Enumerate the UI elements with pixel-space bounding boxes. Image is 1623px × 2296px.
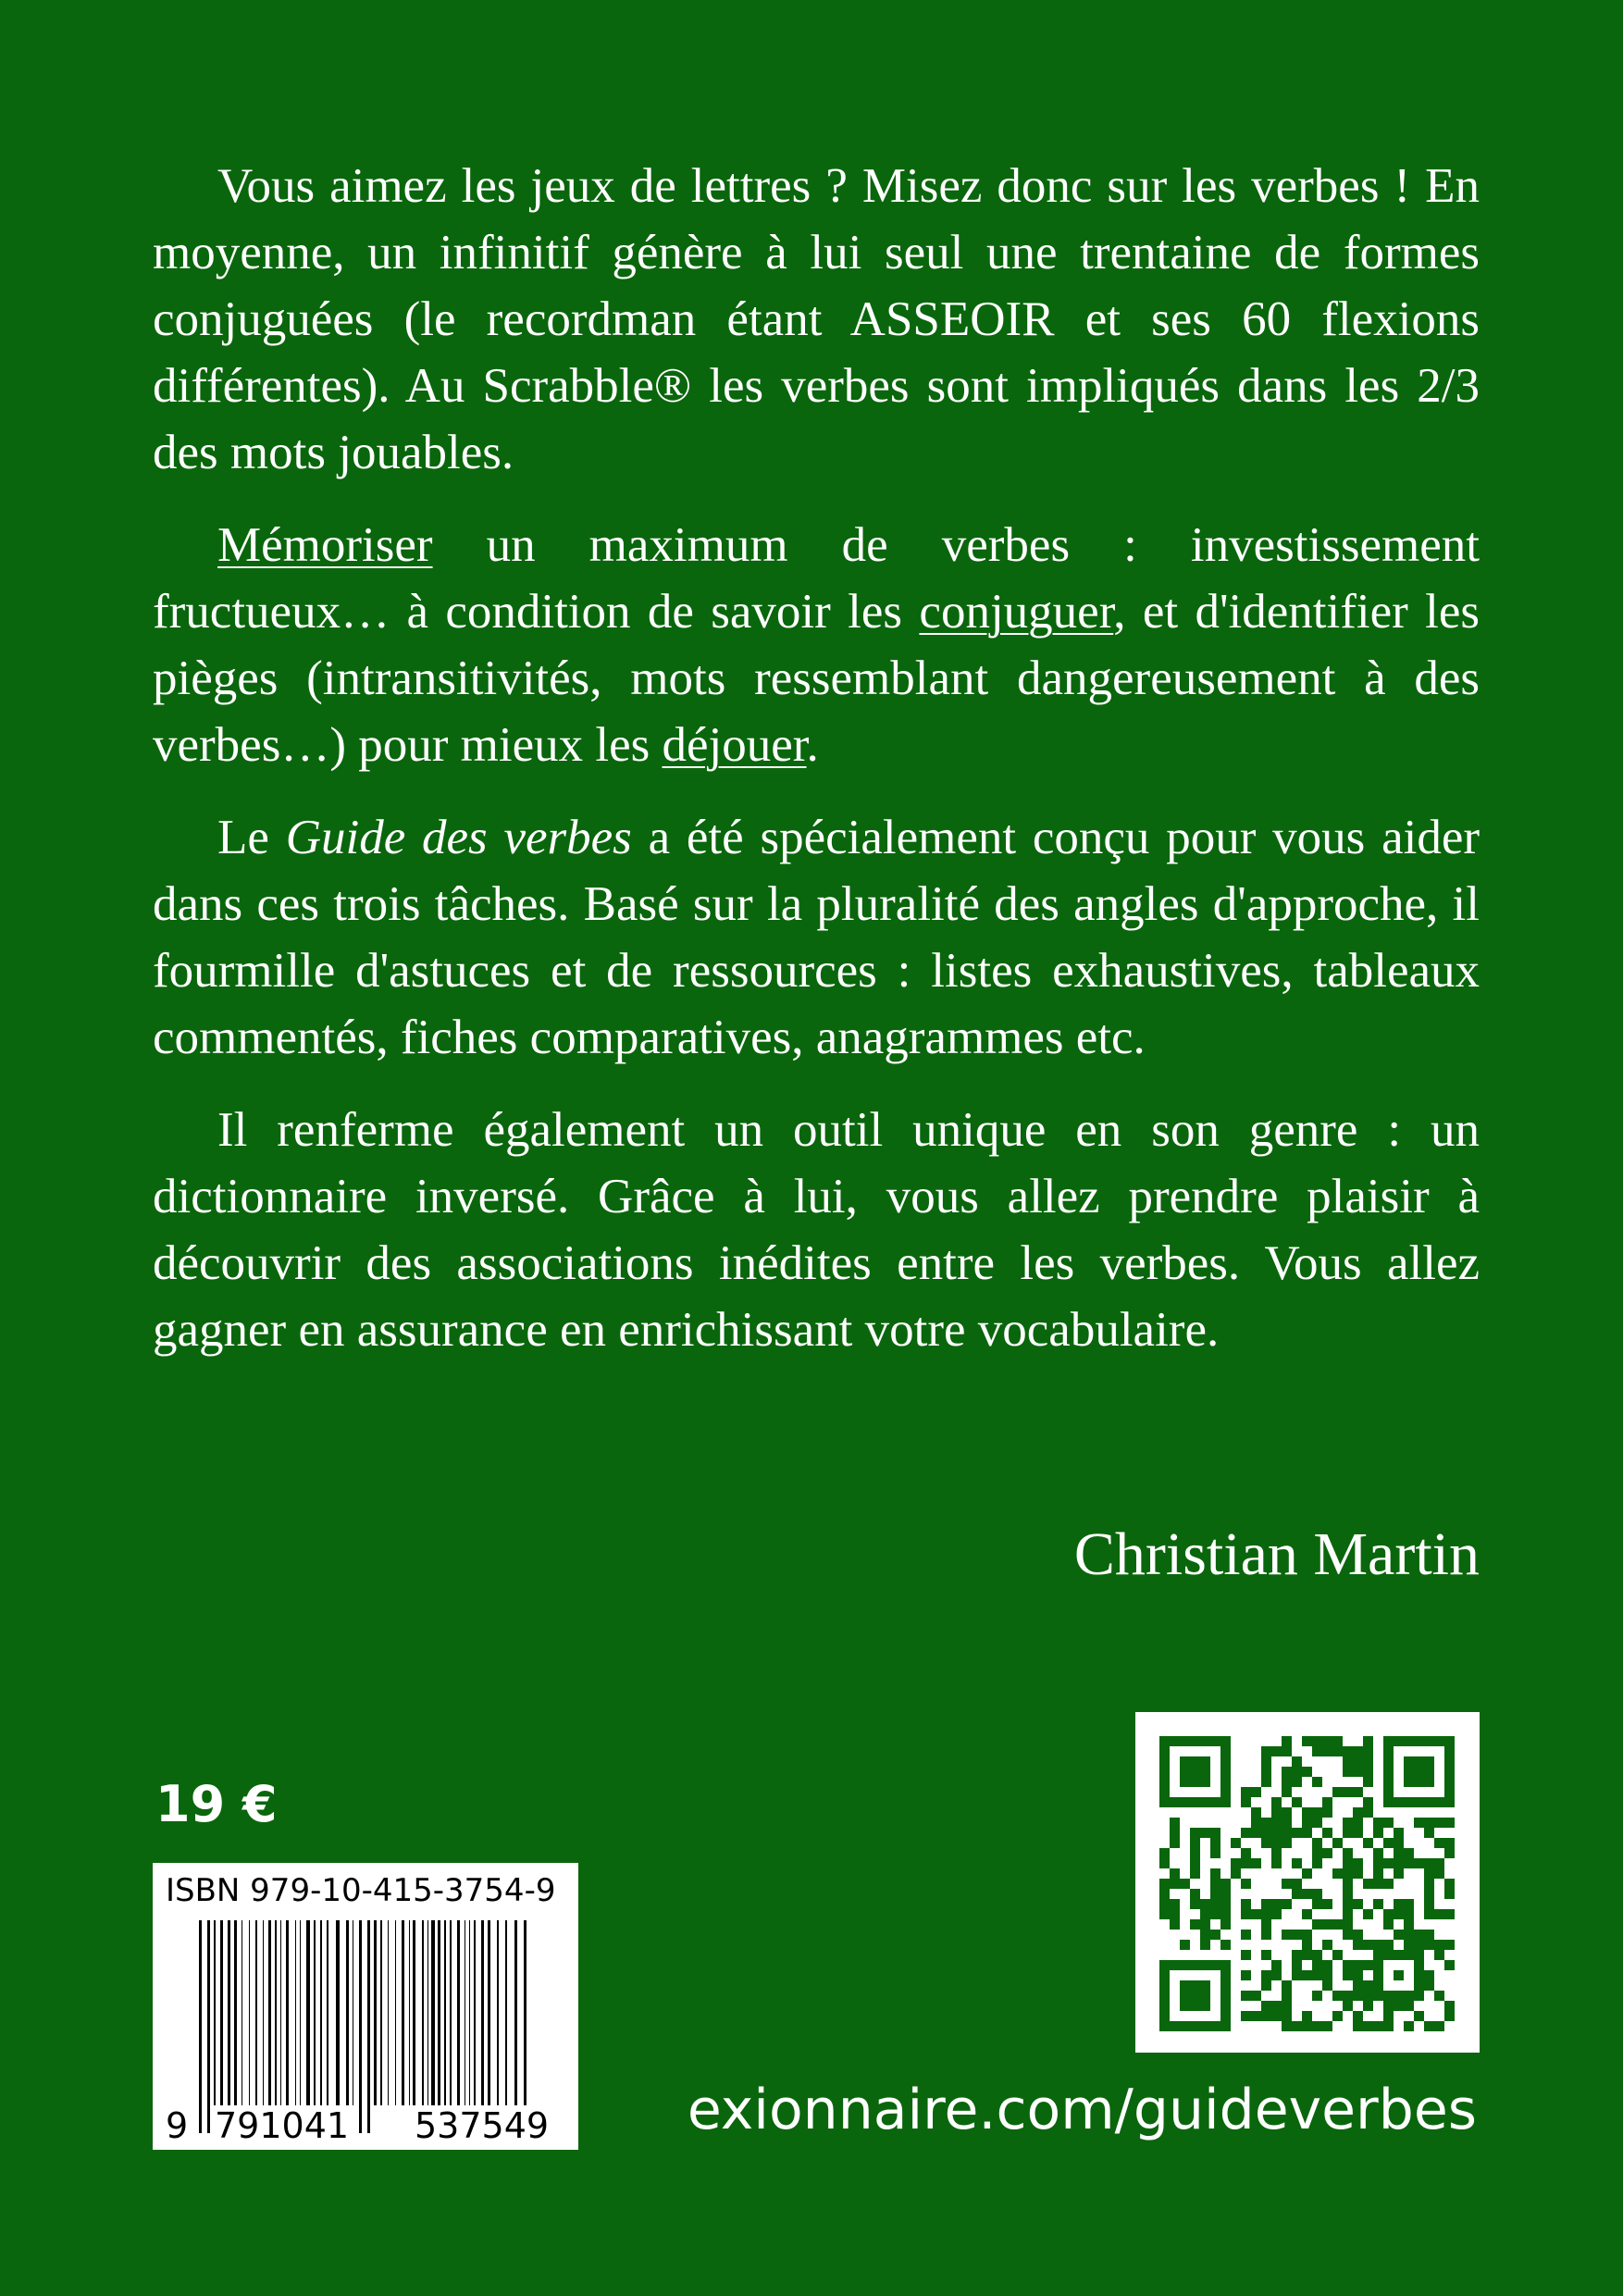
back-cover-text <box>153 153 1480 1389</box>
paragraph-3 <box>153 804 1480 1071</box>
barcode-digits-right: 537549 <box>411 2105 552 2146</box>
paragraph-3-text-1: Le <box>217 811 286 864</box>
price: 19 € <box>155 1775 278 1833</box>
book-title: Guide des verbes <box>285 811 632 864</box>
paragraph-2-text-1: un maximum de verbes : investissement fructueux… à condition de savoir les <box>153 518 1480 639</box>
barcode-digits-left: 791041 <box>211 2105 353 2146</box>
paragraph-1: Vous aimez les jeux de lettres ? Misez donc sur les verbes ! En moyenne, un infinitif génère à lui seul une trentaine de formes conjuguées (le recordman étant ASSEOIR et ses 60 flexions différentes). Au Scrabble® les verbes sont impliqués dans les 2/3 des mots jouables. <box>153 159 1480 479</box>
paragraph-2-text-3: . <box>806 718 819 772</box>
word-conjuguer: conjuguer <box>919 585 1114 639</box>
qr-code-icon <box>1135 1712 1480 2053</box>
website-url[interactable]: exionnaire.com/guideverbes <box>687 2078 1477 2142</box>
isbn-label: ISBN 979-10-415-3754-9 <box>166 1872 556 1909</box>
paragraph-4: Il renferme également un outil unique en son genre : un dictionnaire inversé. Grâce à lui, vous allez prendre plaisir à découvrir des associations inédites entre les verbes. Vous allez gagner en assurance en enrichissant votre vocabulaire. <box>153 1103 1480 1357</box>
isbn-barcode <box>153 1863 578 2150</box>
author-name: Christian Martin <box>1073 1520 1480 1588</box>
word-memoriser: Mémoriser <box>217 518 433 572</box>
qr-code[interactable] <box>1135 1712 1480 2053</box>
paragraph-2 <box>153 512 1480 778</box>
word-dejouer: déjouer <box>662 718 807 772</box>
paragraph-3-text-2: a été spécialement conçu pour vous aider dans ces trois tâches. Basé sur la pluralité des angles d'approche, il fourmille d'astuces et de ressources : listes exhaustives, tableaux commentés, fiches comparatives, anagrammes etc. <box>153 811 1481 1064</box>
paragraph-2-text-2: , et d'identifier les pièges (intransitivités, mots ressemblant dangereusement à des verbes…) pour mieux les <box>153 585 1481 772</box>
barcode-digit-first: 9 <box>166 2105 189 2146</box>
